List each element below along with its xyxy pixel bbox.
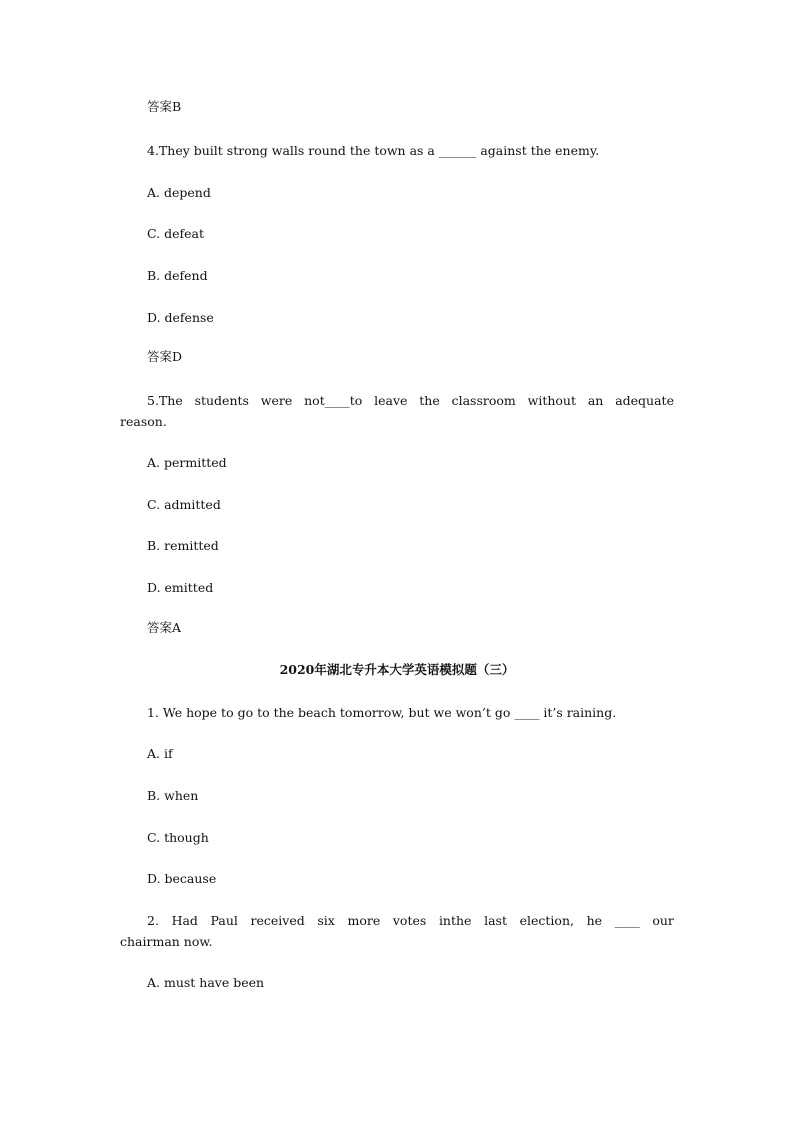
section3-question-2-stem [147, 913, 674, 929]
section3-question-2-word: last [484, 913, 507, 928]
question-5-option-b: B. remitted [147, 538, 219, 553]
section3-question-1-option-b: B. when [147, 788, 199, 803]
answer-b: 答案B [147, 99, 182, 114]
question-4-option-a: A. depend [147, 185, 211, 200]
section3-question-2-word: votes [392, 913, 427, 928]
question-5-option-c: C. admitted [147, 497, 221, 512]
section3-question-1-option-a: A. if [147, 746, 173, 761]
section3-question-2-word: Had [171, 913, 198, 928]
section3-question-2-word: election, [519, 913, 574, 928]
question-5-word: without [527, 393, 576, 408]
question-5-word: students [194, 393, 249, 408]
question-5-option-d: D. emitted [147, 580, 214, 595]
question-5-word: classroom [451, 393, 516, 408]
question-5-answer: 答案A [147, 620, 182, 635]
section3-question-2-word: received [250, 913, 305, 928]
section-title: 2020年湖北专升本大学英语模拟题（三） [279, 662, 515, 677]
section3-question-2-word: 2. [147, 913, 159, 928]
section3-question-2-stem-continued: chairman now. [120, 934, 213, 949]
question-5-word: 5.The [147, 393, 183, 408]
section3-question-1-option-d: D. because [147, 871, 217, 886]
question-5-stem-continued: reason. [120, 414, 167, 429]
question-5-word: the [419, 393, 440, 408]
section3-question-2-option-a: A. must have been [147, 975, 265, 990]
question-5-word: leave [374, 393, 408, 408]
question-5-option-a: A. permitted [147, 455, 227, 470]
section3-question-1-stem: 1. We hope to go to the beach tomorrow, but we won’t go ____ it’s raining. [147, 705, 617, 720]
question-5-stem [147, 393, 674, 409]
question-4-option-c: C. defeat [147, 226, 204, 241]
section3-question-2-word: our [652, 913, 674, 928]
question-5-word: an [587, 393, 604, 408]
section3-question-2-word: Paul [210, 913, 238, 928]
section3-question-2-word: inthe [438, 913, 472, 928]
question-5-word: adequate [615, 393, 674, 408]
question-5-word: not____to [304, 393, 363, 408]
section3-question-2-word: more [347, 913, 381, 928]
section3-question-2-word: he [586, 913, 603, 928]
section3-question-2-word: six [317, 913, 335, 928]
section3-question-1-option-c: C. though [147, 830, 209, 845]
question-4-answer: 答案D [147, 349, 183, 364]
question-4-option-d: D. defense [147, 310, 214, 325]
question-4-stem: 4.They built strong walls round the town as a ______ against the enemy. [147, 143, 600, 158]
question-4-option-b: B. defend [147, 268, 208, 283]
question-5-word: were [260, 393, 293, 408]
section3-question-2-word: ____ [614, 913, 640, 928]
